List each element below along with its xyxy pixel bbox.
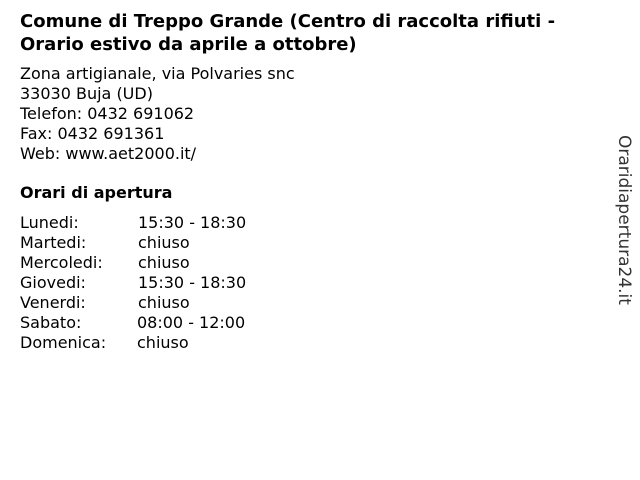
hours-row-domenica xyxy=(20,333,189,353)
day-label: Mercoledi: xyxy=(20,253,103,272)
hours-row-lunedi xyxy=(20,213,247,233)
hours-row-venerdi xyxy=(20,293,190,313)
time-value: 15:30 - 18:30 xyxy=(138,213,247,232)
hours-heading: Orari di apertura xyxy=(20,183,173,202)
street-address: Zona artigianale, via Polvaries snc xyxy=(20,64,295,83)
day-label: Giovedi: xyxy=(20,273,86,292)
opening-hours-table xyxy=(20,213,247,353)
time-value: chiuso xyxy=(138,233,190,252)
site-watermark: Oraridiapertura24.it xyxy=(614,135,634,305)
city: 33030 Buja (UD) xyxy=(20,84,153,103)
day-label: Lunedi: xyxy=(20,213,79,232)
address-block xyxy=(20,64,295,164)
day-label: Sabato: xyxy=(20,313,82,332)
time-value: chiuso xyxy=(137,333,189,352)
time-value: 15:30 - 18:30 xyxy=(138,273,247,292)
hours-row-mercoledi xyxy=(20,253,190,273)
day-label: Venerdi: xyxy=(20,293,86,312)
day-label: Domenica: xyxy=(20,333,107,352)
hours-row-sabato xyxy=(20,313,246,333)
website: Web: www.aet2000.it/ xyxy=(20,144,197,163)
time-value: 08:00 - 12:00 xyxy=(137,313,246,332)
time-value: chiuso xyxy=(138,293,190,312)
page-title: Comune di Treppo Grande (Centro di raccolta rifiuti - Orario estivo da aprile a ottobre) xyxy=(20,11,556,55)
hours-row-giovedi xyxy=(20,273,247,293)
time-value: chiuso xyxy=(138,253,190,272)
day-label: Martedi: xyxy=(20,233,87,252)
fax: Fax: 0432 691361 xyxy=(20,124,165,143)
phone: Telefon: 0432 691062 xyxy=(20,104,195,123)
hours-row-martedi xyxy=(20,233,190,253)
